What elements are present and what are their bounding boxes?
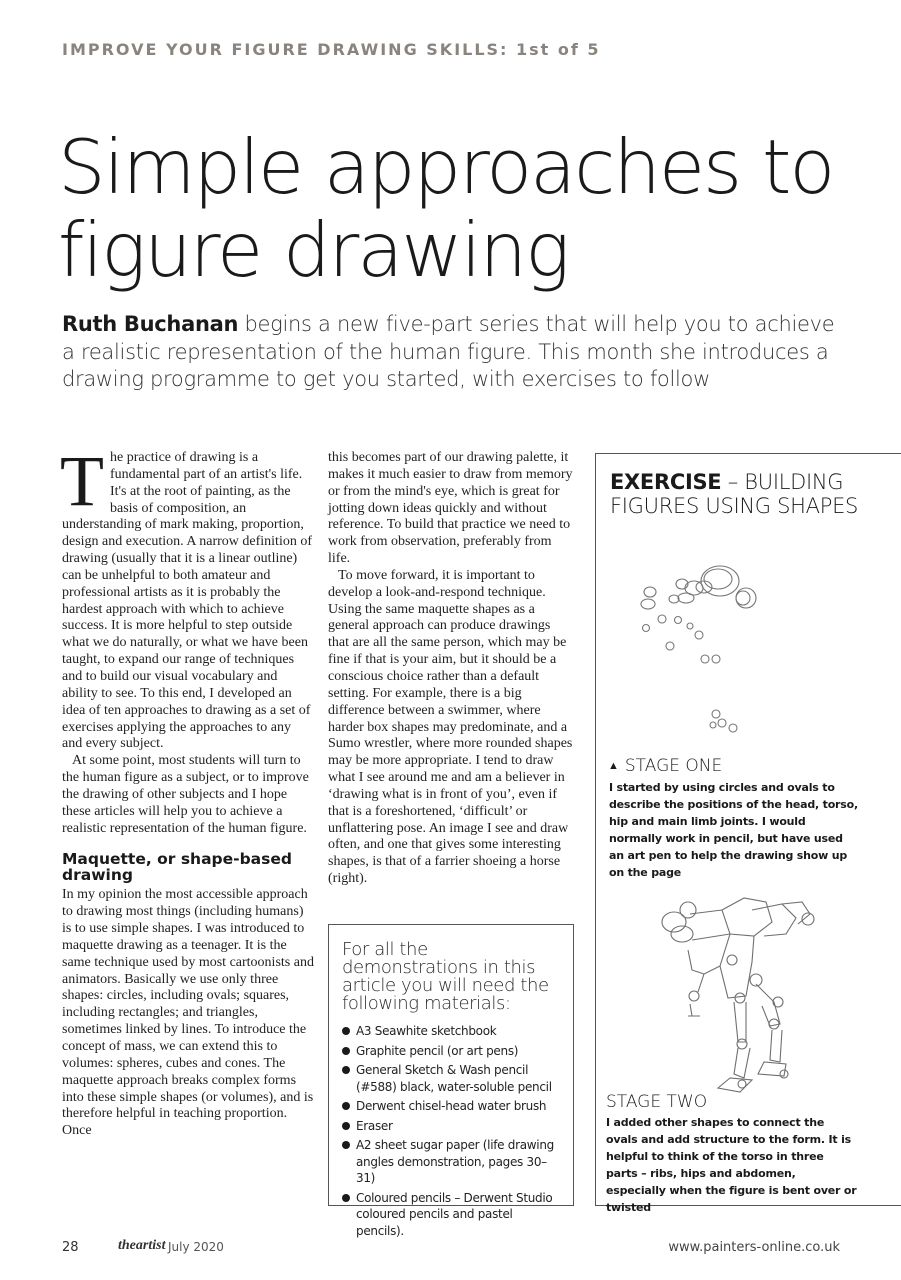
body-paragraph-5: To move forward, it is important to develop a look-and-respond technique. Using the same maquette shapes as a general approach can produce drawings that are all the same person, which may be fine if that is your aim, but it should be a conscious choice rather than a default setting. For example, there is a big difference between a swimmer, where harder box shapes may predominate, and a Sumo wrestler, where more rounded shapes may be more appropriate. I tend to draw what I see around me and am a believer in ‘drawing what is in front of you’, even if that is a foreshortened, ‘difficult’ or unflattering pose. An image I see and draw often, and one that gives some interesting shapes, is that of a farrier shoeing a horse (right). <box>328 567 573 887</box>
bullet-icon <box>342 1122 350 1130</box>
page-number: 28 <box>62 1240 79 1255</box>
materials-item: Graphite pencil (or art pens) <box>342 1043 561 1060</box>
issue-date: July 2020 <box>168 1240 224 1254</box>
body-paragraph-3: In my opinion the most accessible approach to drawing most things (including humans) is to use simple shapes. I was introduced to maquette drawing as a teenager. It is the same technique used by most cartoonists and animators. Basically we use only three shapes: circles, including ovals; squares, including rectangles; and triangles, sometimes linked by lines. To introduce the concept of mass, we can extend this to volumes: spheres, cubes and cones. The maquette approach breaks complex forms into these simple shapes (or volumes), and is therefore helpful in teaching proportion. Once <box>62 887 314 1139</box>
stage-one-text: I started by using circles and ovals to describe the positions of the head, torso, hip and main limb joints. I would normally work in pencil, but have used an art pen to help the drawing show up on the page <box>609 781 858 879</box>
bullet-icon <box>342 1027 350 1035</box>
materials-heading: For all the demonstrations in this article you will need the following materials: <box>342 939 549 1014</box>
materials-item: Derwent chisel-head water brush <box>342 1098 561 1115</box>
materials-item: A3 Seawhite sketchbook <box>342 1023 561 1040</box>
bullet-icon <box>342 1141 350 1149</box>
materials-box <box>328 924 574 1238</box>
website-url: www.painters-online.co.uk <box>668 1240 840 1255</box>
triangle-up-icon: ▲ <box>608 759 619 772</box>
magazine-logo: theartist <box>118 1238 166 1253</box>
stage-two-text: I added other shapes to connect the ovals and add structure to the form. It is helpful to think of the torso in three parts – ribs, hips and abdomen, especially when the figure is bent over or twisted <box>606 1116 857 1214</box>
stage-one-drawing <box>626 554 806 744</box>
body-paragraph-1: he practice of drawing is a fundamental part of an artist's life. It's at the root of painting, as the basis of composition, an understanding of mark making, proportion, design and execution. A narrow definition of drawing (usually that it is a linear outline) can be unhelpful to both amateur and professional artists as it is probably the hardest approach with which to achieve success. It is more helpful to step outside what we do naturally, or what we have been taught, to expand our range of techniques and to build our visual vocabulary and ability to see. To this end, I developed an idea of ten approaches to drawing as a set of exercises applying the approaches to any and every subject. <box>62 450 312 752</box>
headline-line-2: figure drawing <box>58 206 569 294</box>
headline-line-1: Simple approaches to <box>58 123 834 211</box>
bullet-icon <box>342 1194 350 1202</box>
materials-item: A2 sheet sugar paper (life drawing angles demonstration, pages 30–31) <box>342 1137 561 1187</box>
materials-item: Eraser <box>342 1118 561 1135</box>
standfirst <box>62 311 852 394</box>
stage-two-title: STAGE TWO <box>606 1092 708 1112</box>
bullet-icon <box>342 1066 350 1074</box>
body-paragraph-4: this becomes part of our drawing palette, it makes it much easier to draw from memory or from the mind's eye, which is great for jotting down ideas quickly and without reference. To build that practice we need to work from observation, preferably from life. <box>328 450 573 567</box>
article-headline <box>58 123 888 294</box>
drop-cap: T <box>60 441 104 521</box>
section-subhead: Maquette, or shape-based drawing <box>62 850 292 885</box>
exercise-title <box>610 470 890 518</box>
stage-two-drawing <box>634 874 854 1099</box>
body-paragraph-2: At some point, most students will turn to the human figure as a subject, or to improve the drawing of other subjects and I hope these articles will help you to achieve a realistic representation of the human figure. <box>62 753 309 836</box>
materials-list <box>342 1023 561 1239</box>
materials-item: Coloured pencils – Derwent Studio coloured pencils and pastel pencils). <box>342 1190 561 1240</box>
body-column-2 <box>328 450 574 888</box>
exercise-label: EXERCISE <box>610 470 722 494</box>
stage-one-title: ▲ STAGE ONE <box>608 756 723 776</box>
bullet-icon <box>342 1102 350 1110</box>
standfirst-text: begins a new five-part series that will help you to achieve a realistic representation of the human figure. This month she introduces a drawing programme to get you started, with exercises to follow <box>62 312 835 391</box>
series-kicker: IMPROVE YOUR FIGURE DRAWING SKILLS: 1st of 5 <box>62 40 601 59</box>
exercise-title-line-2: FIGURES USING SHAPES <box>610 494 859 518</box>
author-name: Ruth Buchanan <box>62 312 239 336</box>
materials-item: General Sketch & Wash pencil (#588) black, water-soluble pencil <box>342 1062 561 1095</box>
bullet-icon <box>342 1047 350 1055</box>
body-column-1 <box>60 441 314 1140</box>
exercise-panel <box>595 453 901 1214</box>
exercise-title-rest: – BUILDING <box>721 470 844 494</box>
